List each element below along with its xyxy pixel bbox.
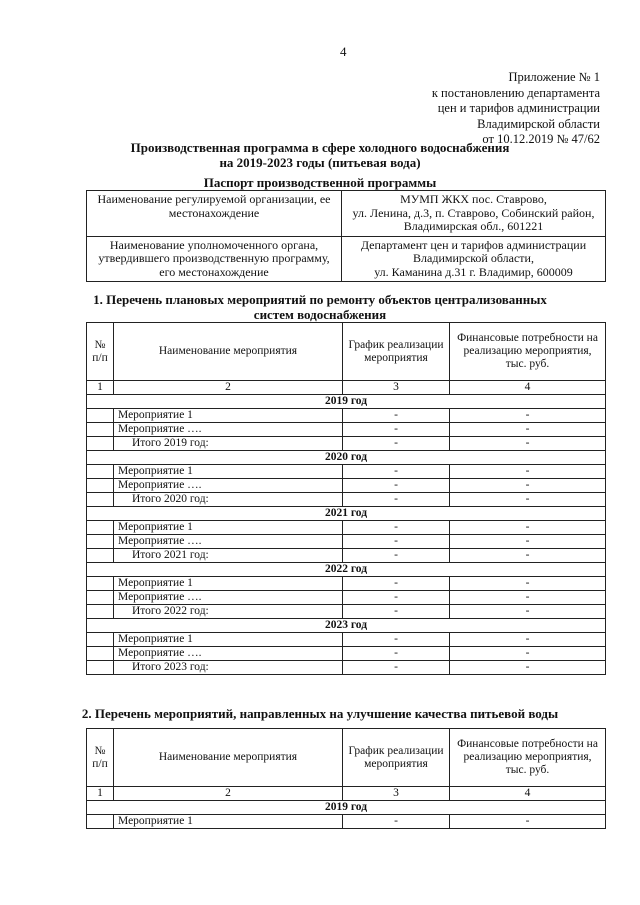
measure-name: Мероприятие 1: [114, 633, 343, 647]
finance-cell: -: [450, 815, 606, 829]
schedule-cell: -: [343, 647, 450, 661]
year-row: [87, 507, 606, 521]
schedule-cell: -: [343, 535, 450, 549]
year-label: 2020 год: [87, 451, 606, 465]
column-number: 3: [343, 787, 450, 801]
total-label: Итого 2021 год:: [114, 549, 343, 563]
column-number: 2: [114, 787, 343, 801]
header-finance: Финансовые потребности на реализацию мероприятия, тыс. руб.: [450, 323, 606, 381]
schedule-cell: -: [343, 577, 450, 591]
table-row: [87, 535, 606, 549]
year-row: [87, 395, 606, 409]
section1-title-line: 1. Перечень плановых мероприятий по ремонту объектов централизованных: [93, 292, 547, 307]
page-number: 4: [340, 44, 347, 59]
finance-cell: -: [450, 647, 606, 661]
schedule-cell: -: [343, 815, 450, 829]
org-value-line: ул. Ленина, д.3, п. Ставрово, Собинский район,: [352, 205, 595, 220]
measure-name: Мероприятие 1: [114, 521, 343, 535]
column-number: 4: [450, 787, 606, 801]
measure-name: Мероприятие 1: [114, 577, 343, 591]
year-row: [87, 451, 606, 465]
schedule-cell: -: [343, 591, 450, 605]
header-schedule: График реализации мероприятия: [343, 729, 450, 787]
finance-cell: -: [450, 409, 606, 423]
authority-label: Наименование уполномоченного органа, утвердившего производственную программу, его местонахождение: [87, 236, 342, 282]
table-row: [87, 591, 606, 605]
total-label: Итого 2020 год:: [114, 493, 343, 507]
finance-cell: -: [450, 661, 606, 675]
schedule-cell: -: [343, 479, 450, 493]
table-row: [87, 521, 606, 535]
authority-value: [342, 236, 606, 282]
measure-name: Мероприятие 1: [114, 815, 343, 829]
finance-cell: -: [450, 521, 606, 535]
header-name: Наименование мероприятия: [114, 729, 343, 787]
column-number: 1: [87, 381, 114, 395]
measure-name: Мероприятие 1: [114, 409, 343, 423]
finance-cell: -: [450, 633, 606, 647]
title-line: Производственная программа в сфере холодного водоснабжения: [130, 140, 510, 155]
finance-cell: -: [450, 591, 606, 605]
year-label: 2023 год: [87, 619, 606, 633]
appendix-line: от 10.12.2019 № 47/62: [482, 132, 600, 147]
org-value: [342, 191, 606, 237]
document-title: [0, 140, 640, 170]
total-label: Итого 2022 год:: [114, 605, 343, 619]
total-label: Итого 2019 год:: [114, 437, 343, 451]
finance-cell: -: [450, 465, 606, 479]
section1-title: [0, 292, 640, 322]
schedule-cell: -: [343, 549, 450, 563]
passport-title: Паспорт производственной программы: [203, 175, 437, 190]
measure-name: Мероприятие ….: [114, 591, 343, 605]
table-row: [87, 577, 606, 591]
authority-value-line: Владимирской области,: [413, 251, 534, 265]
table-row: [87, 465, 606, 479]
measure-name: Мероприятие ….: [114, 423, 343, 437]
measure-name: Мероприятие ….: [114, 479, 343, 493]
table-row: [87, 409, 606, 423]
passport-table: [86, 190, 606, 282]
header-num: № п/п: [87, 729, 114, 787]
org-value-line: МУМП ЖКХ пос. Ставрово,: [400, 192, 547, 206]
title-line: на 2019-2023 годы (питьевая вода): [219, 155, 421, 170]
schedule-cell: -: [343, 493, 450, 507]
year-label: 2021 год: [87, 507, 606, 521]
finance-cell: -: [450, 577, 606, 591]
authority-value-line: Департамент цен и тарифов администрации: [360, 237, 587, 252]
org-label: Наименование регулируемой организации, ее местонахождение: [87, 191, 342, 237]
column-number: 1: [87, 787, 114, 801]
repair-measures-table: [86, 322, 606, 675]
section1-title-line: систем водоснабжения: [253, 307, 387, 322]
schedule-cell: -: [343, 465, 450, 479]
total-label: Итого 2023 год:: [114, 661, 343, 675]
header-name: Наименование мероприятия: [114, 323, 343, 381]
year-row: [87, 619, 606, 633]
appendix-line: Приложение № 1: [508, 70, 600, 84]
schedule-cell: -: [343, 633, 450, 647]
header-schedule: График реализации мероприятия: [343, 323, 450, 381]
section2-title: 2. Перечень мероприятий, направленных на улучшение качества питьевой воды: [81, 706, 559, 721]
schedule-cell: -: [343, 409, 450, 423]
total-row: [87, 549, 606, 563]
table-row: [87, 647, 606, 661]
schedule-cell: -: [343, 521, 450, 535]
finance-cell: -: [450, 493, 606, 507]
column-numbers-row: [87, 787, 606, 801]
column-number: 4: [450, 381, 606, 395]
schedule-cell: -: [343, 605, 450, 619]
table-row: [87, 479, 606, 493]
year-label: 2019 год: [87, 801, 606, 815]
appendix-line: к постановлению департамента: [431, 85, 600, 100]
table-row: [87, 815, 606, 829]
appendix-line: цен и тарифов администрации: [437, 101, 600, 116]
year-label: 2022 год: [87, 563, 606, 577]
finance-cell: -: [450, 605, 606, 619]
authority-value-line: ул. Каманина д.31 г. Владимир, 600009: [374, 264, 573, 279]
finance-cell: -: [450, 423, 606, 437]
header-num: № п/п: [87, 323, 114, 381]
finance-cell: -: [450, 549, 606, 563]
column-numbers-row: [87, 381, 606, 395]
total-row: [87, 493, 606, 507]
measure-name: Мероприятие ….: [114, 535, 343, 549]
appendix-line: Владимирской области: [477, 116, 600, 131]
year-label: 2019 год: [87, 395, 606, 409]
finance-cell: -: [450, 535, 606, 549]
appendix-header: [432, 70, 600, 148]
year-row: [87, 563, 606, 577]
water-quality-table: [86, 728, 606, 829]
finance-cell: -: [450, 479, 606, 493]
org-value-line: Владимирская обл., 601221: [403, 219, 544, 233]
total-row: [87, 661, 606, 675]
table-row: [87, 633, 606, 647]
measure-name: Мероприятие 1: [114, 465, 343, 479]
year-row: [87, 801, 606, 815]
column-number: 3: [343, 381, 450, 395]
schedule-cell: -: [343, 423, 450, 437]
column-number: 2: [114, 381, 343, 395]
total-row: [87, 437, 606, 451]
schedule-cell: -: [343, 661, 450, 675]
finance-cell: -: [450, 437, 606, 451]
table-row: [87, 423, 606, 437]
total-row: [87, 605, 606, 619]
measure-name: Мероприятие ….: [114, 647, 343, 661]
schedule-cell: -: [343, 437, 450, 451]
header-finance: Финансовые потребности на реализацию мероприятия, тыс. руб.: [450, 729, 606, 787]
